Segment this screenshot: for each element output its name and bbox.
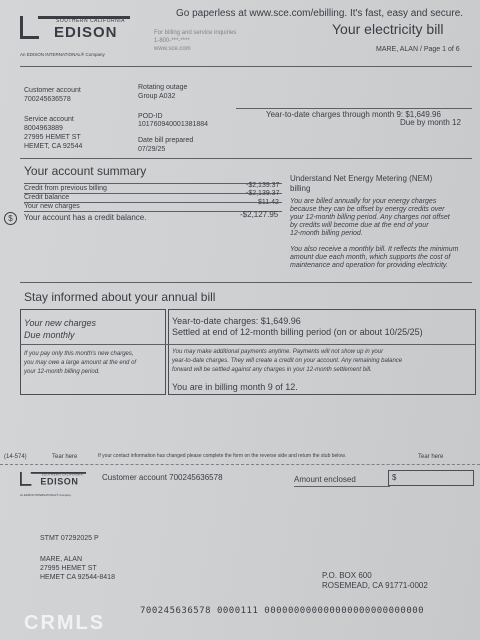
ytd-charges-annual: Year-to-date charges: $1,649.96: [172, 316, 301, 326]
nem-paragraph-line: your 12-month billing period. Any charges not offset: [290, 214, 450, 221]
amount-enclosed-label: Amount enclosed: [294, 475, 356, 484]
logo-small-text: SOUTHERN CALIFORNIA: [41, 473, 83, 477]
nem-paragraph-line: amount due each month, which supports the cost of: [290, 254, 451, 261]
customer-account-label: Customer account: [24, 87, 81, 94]
monthly-note-line: your 12-month billing period.: [24, 369, 100, 375]
date-prepared-value: 07/29/25: [138, 146, 166, 153]
summary-row-value: -$2,139.37: [246, 182, 280, 189]
mail-address-line2: HEMET CA 92544-8418: [40, 574, 115, 581]
scanline: 700245636578 0000111 000000000000000000000000000: [140, 606, 425, 616]
mail-name: MARE, ALAN: [40, 556, 83, 563]
annual-note-line: year-to-date charges. They will create a credit on your account. Any remaining balance: [172, 358, 403, 364]
stub-edison-logo: [20, 472, 86, 495]
logo-small-text: SOUTHERN CALIFORNIA: [56, 18, 125, 24]
dollar-sign: $: [392, 473, 397, 482]
summary-row-label: Credit from previous billing: [24, 185, 107, 192]
logo-name: EDISON: [54, 24, 118, 41]
nem-paragraph-line: 12-month billing period.: [290, 230, 363, 237]
nem-title-line2: billing: [290, 184, 311, 193]
amount-enclosed-field[interactable]: [388, 470, 474, 486]
service-address-line1: 27995 HEMET ST: [24, 134, 81, 141]
ytd-charges-line: Year-to-date charges through month 9: $1,649.96: [266, 110, 441, 119]
contact-change-note: If your contact information has changed please complete the form on the reverse side and return the stub below.: [98, 453, 346, 459]
summary-rule-top: [24, 183, 282, 184]
summary-row-label: Your new charges: [24, 203, 80, 210]
pod-id-value: 101760940001381884: [138, 121, 209, 128]
summary-title: Your account summary: [24, 164, 147, 178]
rotating-outage-label: Rotating outage: [138, 84, 188, 91]
summary-divider: [20, 282, 472, 283]
edison-logo: [20, 16, 130, 57]
monthly-note-line: If you pay only this month's new charges,: [24, 351, 134, 357]
monthly-note-line: you may owe a large amount at the end of: [24, 360, 137, 366]
inquiries-phone: 1-800-***-****: [154, 38, 190, 44]
bill-title: Your electricity bill: [332, 21, 444, 37]
customer-account-number: 700245636578: [24, 96, 71, 103]
inquiries-label: For billing and service inquiries: [154, 30, 237, 36]
logo-mark: [20, 472, 31, 486]
summary-row-value: $11.42: [258, 199, 279, 206]
settlement-line: Settled at end of 12-month billing period (on or about 10/25/25): [172, 327, 423, 337]
annual-note-line: You may make additional payments anytime. Payments will not show up in your: [172, 349, 384, 355]
box-divider: [20, 344, 475, 345]
rotating-outage-group: Group A032: [138, 93, 176, 100]
po-box-line2: ROSEMEAD, CA 91771-0002: [322, 581, 428, 590]
header-divider: [20, 66, 472, 67]
nem-title-line1: Understand Net Energy Metering (NEM): [290, 174, 433, 183]
due-monthly-label: Due monthly: [24, 330, 75, 340]
service-account-number: 8004963889: [24, 125, 63, 132]
po-box-line1: P.O. BOX 600: [322, 571, 372, 580]
annual-note-line: forward will be settled against any charges in your 12-month settlement bill.: [172, 367, 372, 373]
inquiries-web: www.sce.com: [154, 46, 191, 52]
new-charges-label: Your new charges: [24, 318, 97, 328]
logo-subtitle: An EDISON INTERNATIONAL® Company: [20, 493, 71, 497]
service-address-line2: HEMET, CA 92544: [24, 143, 83, 150]
service-account-label: Service account: [24, 116, 74, 123]
paperless-message: Go paperless at www.sce.com/ebilling. It's fast, easy and secure.: [176, 8, 464, 19]
nem-paragraph-line: You are billed annually for your energy charges: [290, 198, 437, 205]
tear-here-right: Tear here: [418, 454, 444, 460]
logo-mark: [20, 16, 39, 39]
annual-title: Stay informed about your annual bill: [24, 290, 216, 304]
credit-balance-label: Your account has a credit balance.: [24, 213, 147, 222]
nem-paragraph-line: maintenance and operation for providing electricity.: [290, 262, 448, 269]
summary-row-value: -$2,139.37: [246, 190, 280, 197]
credit-balance-value: -$2,127.95: [240, 210, 279, 219]
stub-customer-account: Customer account 700245636578: [102, 473, 223, 482]
stmt-code: STMT 07292025 P: [40, 535, 99, 542]
tear-line: [0, 464, 480, 465]
dollar-icon: $: [4, 212, 17, 225]
logo-name: EDISON: [40, 476, 79, 487]
stub-code: (14-574): [4, 454, 27, 460]
date-prepared-label: Date bill prepared: [138, 137, 194, 144]
customer-page-line: MARE, ALAN / Page 1 of 6: [376, 46, 460, 53]
nem-paragraph-line: You also receive a monthly bill. It reflects the minimum: [290, 246, 459, 253]
due-line: Due by month 12: [400, 118, 461, 127]
account-divider: [20, 158, 472, 159]
tear-here-left: Tear here: [52, 454, 78, 460]
billing-month-line: You are in billing month 9 of 12.: [172, 382, 298, 392]
amount-rule: [294, 486, 390, 487]
nem-paragraph-line: because they can be offset by energy credits over: [290, 206, 445, 213]
summary-row-label: Credit balance: [24, 194, 70, 201]
nem-paragraph-line: by credits will become due at the end of your: [290, 222, 429, 229]
logo-subtitle: An EDISON INTERNATIONAL® Company: [20, 52, 105, 57]
pod-id-label: POD-ID: [138, 113, 163, 120]
watermark: CRMLS: [24, 612, 106, 634]
ytd-rule: [236, 108, 472, 109]
mail-address-line1: 27995 HEMET ST: [40, 565, 97, 572]
